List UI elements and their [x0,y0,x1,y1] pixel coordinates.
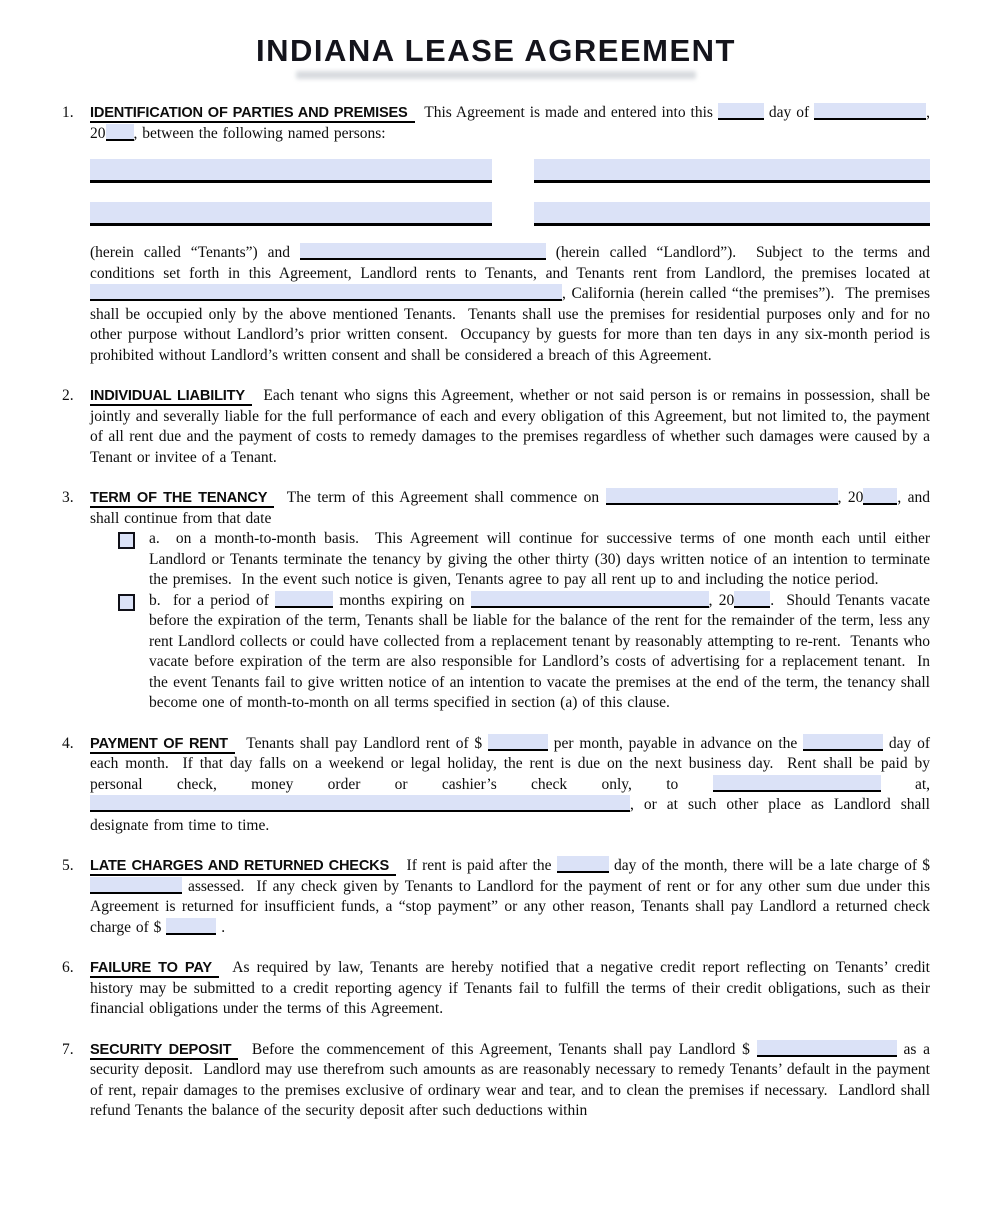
section-content [90,103,935,366]
section-heading: INDIVIDUAL LIABILITY [90,388,252,406]
blank-field[interactable] [275,591,333,608]
text-run: day of [763,104,815,121]
section-number: 4. [62,734,74,752]
text-run: . Should Tenants vacate before the expiration of the term, Tenants shall be liable for the balance of the rent for the remainder of the term, less any rent Landlord collects or could have collected from a replacement tenant by reasonably attempting to re-rent. Tenants who vacate before expiration of the term are also responsible for Landlord’s costs of advertising for a replacement tenant. In the event Tenants fail to give written notice of an intention to vacate the premises at the end of the term, the tenancy shall become one of month-to-month on all terms specified in section (a) of this clause. [149,591,935,711]
section-heading: FAILURE TO PAY [90,960,219,978]
section-identification [62,103,935,366]
paragraph [90,243,935,366]
name-blank-field[interactable] [90,159,492,183]
paragraph [90,488,935,529]
text-run: , 20 [90,104,935,142]
blank-field[interactable] [90,795,630,812]
paragraph [90,734,935,837]
text-run: Each tenant who signs this Agreement, whether or not said person is or remains in possession, shall be jointly and severally liable for the full performance of each and every obligation of this Agreement, but not limited to, the payment of all rent due and the payment of costs to remedy damages to the premises regardless of whether such damages were caused by a Tenant or invitee of a Tenant. [90,387,935,466]
text-run: a. on a month-to-month basis. This Agreement will continue for successive terms of one month each until either Landlord or Tenants terminate the tenancy by giving the other thirty (30) days written notice of an intention to terminate the premises. In the event such notice is given, Tenants agree to pay all rent up to and including the notice period. [149,530,935,588]
text-run: day of each month. If that day falls on a weekend or legal holiday, the rent is due on the next business day. Rent shall be paid by personal check, money order or cashier’s check only, to [90,734,935,793]
term-option-b [90,591,935,714]
blank-field[interactable] [803,734,883,751]
section-heading: TERM OF THE TENANCY [90,490,274,508]
section-heading: LATE CHARGES AND RETURNED CHECKS [90,858,396,876]
paragraph [90,103,935,144]
sections [62,103,935,1122]
section-failure-to-pay [62,958,935,1020]
section-content [90,958,935,1020]
blank-field[interactable] [718,103,764,120]
option-text [149,529,935,591]
blank-field[interactable] [814,103,926,120]
blank-field[interactable] [863,488,897,505]
blank-field[interactable] [90,877,182,894]
text-run: , between the following named persons: [133,124,386,142]
blank-field[interactable] [166,918,216,935]
blank-field[interactable] [471,591,709,608]
blank-field[interactable] [90,284,562,301]
text-run: If rent is paid after the [406,857,557,874]
text-run: , 20 [708,591,735,609]
section-number: 6. [62,959,74,976]
section-number: 3. [62,489,74,506]
paragraph [90,856,935,938]
text-run: day of the month, there will be a late charge of $ [608,857,935,874]
text-run: , California (herein called “the premises”). The premises shall be occupied only by the above mentioned Tenants. Tenants shall use the premises for residential purposes only and for no other purpose without Landlord’s prior written consent. Occupancy by guests for more than ten days in any six-month period is prohibited without Landlord’s written consent and shall be considered a breach of this Agreement. [90,285,935,364]
paragraph [90,958,935,1020]
text-run: (herein called “Tenants”) and [90,244,300,261]
name-blank-field[interactable] [534,159,930,183]
document-title: INDIANA LEASE AGREEMENT [255,33,736,68]
text-run: months expiring on [333,591,471,609]
section-number: 1. [62,104,74,121]
section-number: 2. [62,387,74,404]
section-term-of-tenancy [62,488,935,714]
checkbox-option-a[interactable] [118,532,135,549]
section-number: 7. [62,1040,74,1058]
blank-field[interactable] [557,856,609,873]
section-payment-of-rent [62,734,935,837]
section-heading: SECURITY DEPOSIT [90,1042,238,1060]
section-late-charges [62,856,935,938]
text-run: , or at such other place as Landlord shall designate from time to time. [90,796,935,834]
section-individual-liability [62,386,935,468]
text-run: , and shall continue from that date [90,489,935,527]
blank-field[interactable] [606,488,838,505]
text-run: b. for a period of [149,591,276,609]
section-content [90,488,935,714]
text-run: Before the commencement of this Agreement, Tenants shall pay Landlord $ [251,1040,757,1058]
name-blank-row [90,202,930,226]
name-blank-field[interactable] [534,202,930,226]
blank-field[interactable] [106,124,134,141]
party-name-fields [90,159,930,226]
section-content [90,386,935,468]
blank-field[interactable] [757,1040,897,1057]
text-run: as a security deposit. Landlord may use therefrom such amounts as are reasonably necessary to remedy Tenants’ default in the payment of rent, repair damages to the premises exclusive of ordinary wear and tear, and to clean the premises if necessary. Landlord shall refund Tenants the balance of the security deposit after such deductions within [90,1040,935,1119]
text-run: (herein called “Landlord”). Subject to the terms and conditions set forth in this Agreement, Landlord rents to Tenants, and Tenants rent from Landlord, the premises located at [90,244,935,282]
paragraph [90,1040,935,1122]
text-run: , 20 [837,489,864,506]
scan-artifact [296,71,696,79]
text-run: . [216,918,226,936]
option-text [149,591,935,714]
text-run: This Agreement is made and entered into this [424,104,718,121]
text-run: The term of this Agreement shall commence on [286,489,606,506]
blank-field[interactable] [300,243,546,260]
section-number: 5. [62,857,74,874]
text-run: assessed. If any check given by Tenants to Landlord for the payment of rent or for any other sum due under this Agreement is returned for insufficient funds, a “stop payment” or any other reason, Tenants shall pay Landlord a returned check charge of $ [90,877,935,936]
name-blank-field[interactable] [90,202,492,226]
section-content [90,1040,935,1122]
section-security-deposit [62,1040,935,1122]
checkbox-option-b[interactable] [118,594,135,611]
term-option-a [90,529,935,591]
text-run: at, [880,775,935,793]
name-blank-row [90,159,930,183]
blank-field[interactable] [713,775,881,792]
paragraph [90,386,935,468]
text-run: As required by law, Tenants are hereby notified that a negative credit report reflecting on Tenants’ credit history may be submitted to a credit reporting agency if Tenants fail to fulfill the terms of their credit obligations, such as their financial obligations under the terms of this Agreement. [90,959,935,1017]
text-run: Tenants shall pay Landlord rent of $ [246,734,488,752]
blank-field[interactable] [734,591,770,608]
section-content [90,856,935,938]
blank-field[interactable] [488,734,548,751]
text-run: per month, payable in advance on the [547,734,804,752]
section-heading: IDENTIFICATION OF PARTIES AND PREMISES [90,105,415,123]
section-heading: PAYMENT OF RENT [90,736,235,754]
section-content [90,734,935,837]
